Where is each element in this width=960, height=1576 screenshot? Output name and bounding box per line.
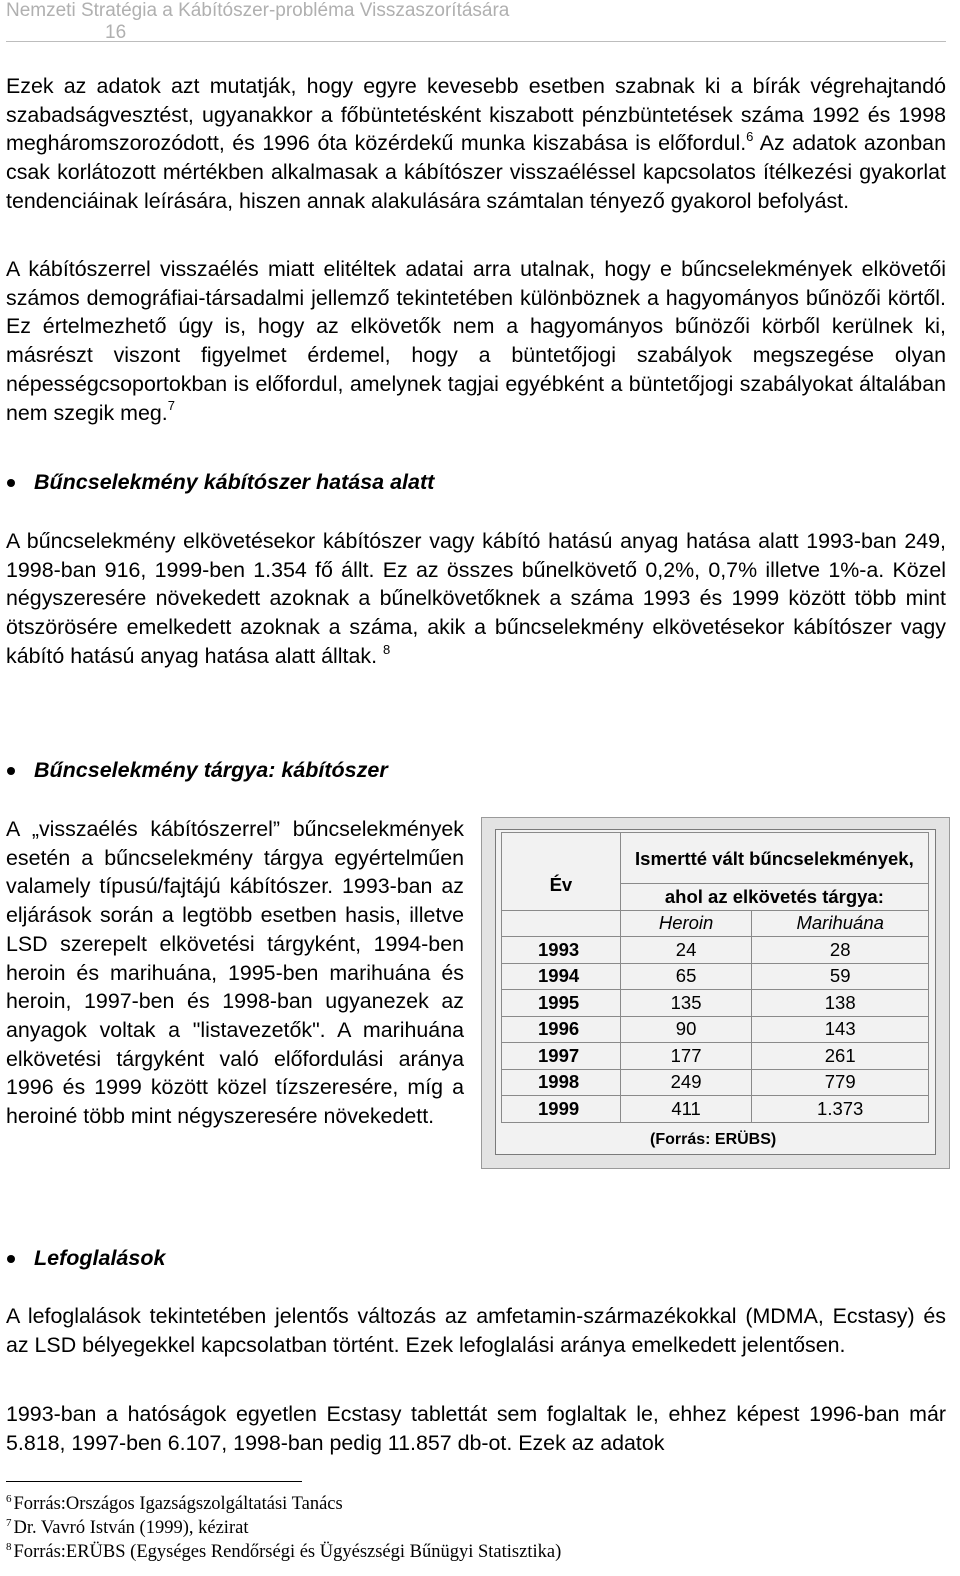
- paragraph-2-text: A kábítószerrel visszaélés miatt elitéltek adatai arra utalnak, hogy e bűncselekmények elkövetői számos demográfiai-társadalmi jellemző tekintetében különböznek a hagyományos bűnözői körtől. Ez értelmezhető úgy is, hogy az elkövetők nem a hagyományos bűnözői körből kerülnek ki, másrészt viszont figyelmet érdemel, hogy a büntetőjogi szabályok megszegése olyan népességcsoportokban is előfordul, amelynek tagjai egyébként a büntetőjogi szabályokat általában nem szegik meg.: [6, 257, 946, 425]
- table-cell-heroin: 411: [620, 1096, 752, 1123]
- section-heading-3: [6, 1246, 165, 1271]
- bullet-icon: [7, 1255, 15, 1263]
- paragraph-3-text: A bűncselekmény elkövetésekor kábítószer vagy kábító hatású anyag hatása alatt 1993-ban 249, 1998-ban 916, 1999-ben 1.354 fő állt. Ez az összes bűnelkövető 0,2%, 0,7% illetve 1%-a. Közel négyszeresére növekedett azoknak a bűnelkövetőknek a száma 1993 és 1999 között több mint ötszörösére emelkedett azoknak a száma, akik a bűncselekmény elkövetésekor kábítószer vagy kábító hatású anyag hatása alatt álltak.: [6, 529, 946, 668]
- paragraph-1-text-b: Az adatok azonban csak korlátozott mértékben alkalmasak a kábítószer visszaéléssel kapcsolatos ítélkezési gyakorlat tendenciáinak leírására, hiszen annak alakulására számtalan tényező gyakorol befolyást.: [6, 131, 946, 213]
- table-row: [502, 990, 929, 1017]
- footnote-ref-6: 6: [746, 129, 754, 145]
- footnote-6-number: 6: [6, 1492, 12, 1505]
- table-header-year: Év: [502, 833, 621, 911]
- table-cell-marihuana: 28: [752, 937, 929, 964]
- paragraph-1: [6, 72, 946, 216]
- paragraph-2: [6, 255, 946, 427]
- data-table: [501, 832, 929, 1123]
- table-row: [502, 963, 929, 990]
- footnote-8-number: 8: [6, 1540, 12, 1553]
- table-row: [502, 1069, 929, 1096]
- table-cell-heroin: 65: [620, 963, 752, 990]
- table-cell-marihuana: 143: [752, 1016, 929, 1043]
- table-header-sub: ahol az elkövetés tárgya:: [620, 884, 928, 911]
- table-cell-year: 1994: [502, 963, 621, 990]
- section-heading-2: [6, 758, 388, 783]
- footnote-ref-7: 7: [167, 398, 175, 414]
- footnote-7-number: 7: [6, 1516, 12, 1529]
- table-cell-heroin: 90: [620, 1016, 752, 1043]
- footnote-8-text: Forrás:ERÜBS (Egységes Rendőrségi és Ügyészségi Bűnügyi Statisztika): [13, 1542, 562, 1562]
- table-row: [502, 937, 929, 964]
- table-cell-heroin: 135: [620, 990, 752, 1017]
- table-cell-year: 1996: [502, 1016, 621, 1043]
- paragraph-5: A lefoglalások tekintetében jelentős változás az amfetamin-származékokkal (MDMA, Ecstasy) és az LSD bélyegekkel kapcsolatban történt. Ezek lefoglalási aránya emelkedett jelentősen.: [6, 1304, 946, 1357]
- table-cell-year: 1993: [502, 937, 621, 964]
- page-number: 16: [105, 22, 127, 43]
- footnote-6-text: Forrás:Országos Igazságszolgáltatási Tanács: [13, 1494, 343, 1514]
- table-cell-marihuana: 59: [752, 963, 929, 990]
- paragraph-3: [6, 527, 946, 671]
- table-cell-marihuana: 1.373: [752, 1096, 929, 1123]
- footnote-ref-8: 8: [382, 641, 391, 657]
- table-cell-marihuana: 261: [752, 1043, 929, 1070]
- section-heading-1: [6, 470, 434, 495]
- table-body: [502, 937, 929, 1123]
- table-source: (Forrás: ERÜBS): [650, 1131, 777, 1148]
- footnote-6: [6, 1494, 343, 1515]
- table-cell-marihuana: 779: [752, 1069, 929, 1096]
- section-heading-2-text: Bűncselekmény tárgya: kábítószer: [34, 758, 388, 782]
- running-header-title: Nemzeti Stratégia a Kábítószer-probléma Visszaszorítására: [6, 0, 510, 21]
- table-row: [502, 1096, 929, 1123]
- table-header-line1: Ismertté vált bűncselekmények,: [635, 847, 914, 869]
- table-cell-year: 1997: [502, 1043, 621, 1070]
- table-cell-year: 1998: [502, 1069, 621, 1096]
- table-cell-year: 1995: [502, 990, 621, 1017]
- table-cell-heroin: 24: [620, 937, 752, 964]
- table-subheader-marihuana: Marihuána: [752, 910, 929, 937]
- table-cell-marihuana: 138: [752, 990, 929, 1017]
- footnote-7-text: Dr. Vavró István (1999), kézirat: [13, 1518, 249, 1538]
- table-row: [502, 1043, 929, 1070]
- footnote-7: [6, 1518, 248, 1539]
- table-cell-heroin: 249: [620, 1069, 752, 1096]
- bullet-icon: [7, 767, 15, 775]
- footnote-divider: [6, 1481, 302, 1482]
- section-heading-1-text: Bűncselekmény kábítószer hatása alatt: [34, 470, 435, 494]
- table-cell-empty: [502, 910, 621, 937]
- section-heading-3-text: Lefoglalások: [34, 1246, 166, 1270]
- paragraph-6: 1993-ban a hatóságok egyetlen Ecstasy tablettát sem foglaltak le, ehhez képest 1996-ban már 5.818, 1997-ben 6.107, 1998-ban pedig 11.857 db-ot. Ezek az adatok: [6, 1402, 946, 1455]
- paragraph-1-text-a: Ezek az adatok azt mutatják, hogy egyre kevesebb esetben szabnak ki a bírák végrehajtandó szabadságvesztést, ugyanakkor a főbüntetésként kiszabott pénzbüntetések száma 1992 és 1998 megháromszorozódott, és 1996 óta közérdekű munka kiszabása is előfordul.: [6, 74, 946, 156]
- bullet-icon: [7, 479, 15, 487]
- table-cell-heroin: 177: [620, 1043, 752, 1070]
- header-divider: [6, 41, 946, 42]
- table-header-main: [620, 833, 928, 884]
- table-subheader-heroin: Heroin: [620, 910, 752, 937]
- table-row: [502, 1016, 929, 1043]
- table-cell-year: 1999: [502, 1096, 621, 1123]
- footnote-8: [6, 1542, 561, 1563]
- paragraph-4: A „visszaélés kábítószerrel” bűncselekmények esetén a bűncselekmény tárgya egyértelműen valamely típusú/fajtájú kábítószer. 1993-ban az eljárások során a legtöbb esetben hasis, illetve LSD szerepelt elkövetési tárgyként, 1994-ben heroin és marihuána, 1995-ben marihuána és heroin, 1997-ben és 1998-ban ugyanezek az anyagok voltak a "listavezetők". A marihuána elkövetési tárgyként való előfordulási aránya 1996 és 1999 között közel tízszeresére, míg a heroiné több mint négyszeresére növekedett.: [6, 817, 464, 1129]
